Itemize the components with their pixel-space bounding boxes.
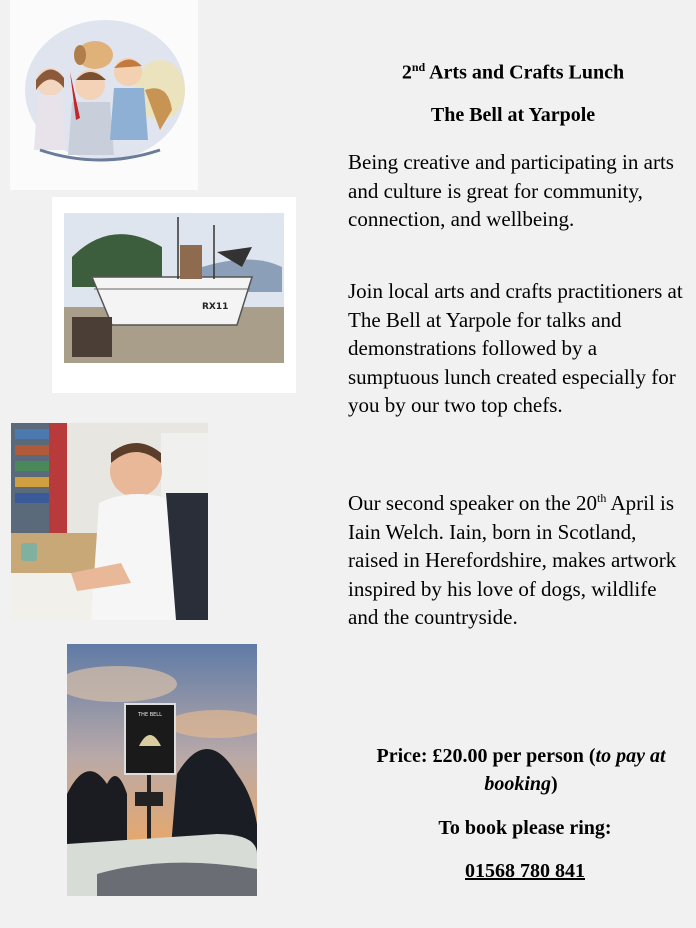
title-ordinal: 2 [401, 61, 412, 84]
price-close: ) [551, 773, 558, 795]
title-ordinal-suffix: nd [411, 60, 426, 74]
speaker-text-pre: Our second speaker on the 20 [348, 491, 598, 515]
booking-label: To book please ring: [438, 817, 612, 839]
speaker-date-suffix: th [597, 491, 607, 505]
booking-phone[interactable] [330, 857, 696, 885]
venue-heading: The Bell at Yarpole [430, 104, 596, 126]
details-paragraph: Join local arts and crafts practitioners at The Bell at Yarpole for talks and demonstrations followed by a sumptuous lunch created especially for you by our two top chefs. [348, 279, 683, 417]
artist-photo [11, 423, 208, 620]
speaker-paragraph [348, 489, 688, 632]
phone-number[interactable]: 01568 780 841 [465, 860, 585, 882]
boat-sketch-image [52, 197, 296, 393]
price-text [330, 742, 696, 798]
pub-sign-text: THE BELL [138, 712, 162, 718]
pub-sign-photo [67, 644, 257, 896]
price-label: Price: £20.00 per person ( [376, 745, 596, 767]
speaker-text-post: April is Iain Welch. Iain, born in Scotland, raised in Herefordshire, makes artwork inspired by his love of dogs, wildlife and the countryside. [348, 491, 677, 629]
boat-registration-text: RX11 [202, 302, 229, 312]
price-note: to pay at booking [484, 745, 666, 795]
title-rest: Arts and Crafts Lunch [429, 61, 625, 84]
intro-paragraph: Being creative and participating in arts and culture is great for community, connection, and wellbeing. [348, 150, 674, 231]
children-dog-sketch-image [10, 0, 198, 190]
event-title [330, 60, 696, 85]
